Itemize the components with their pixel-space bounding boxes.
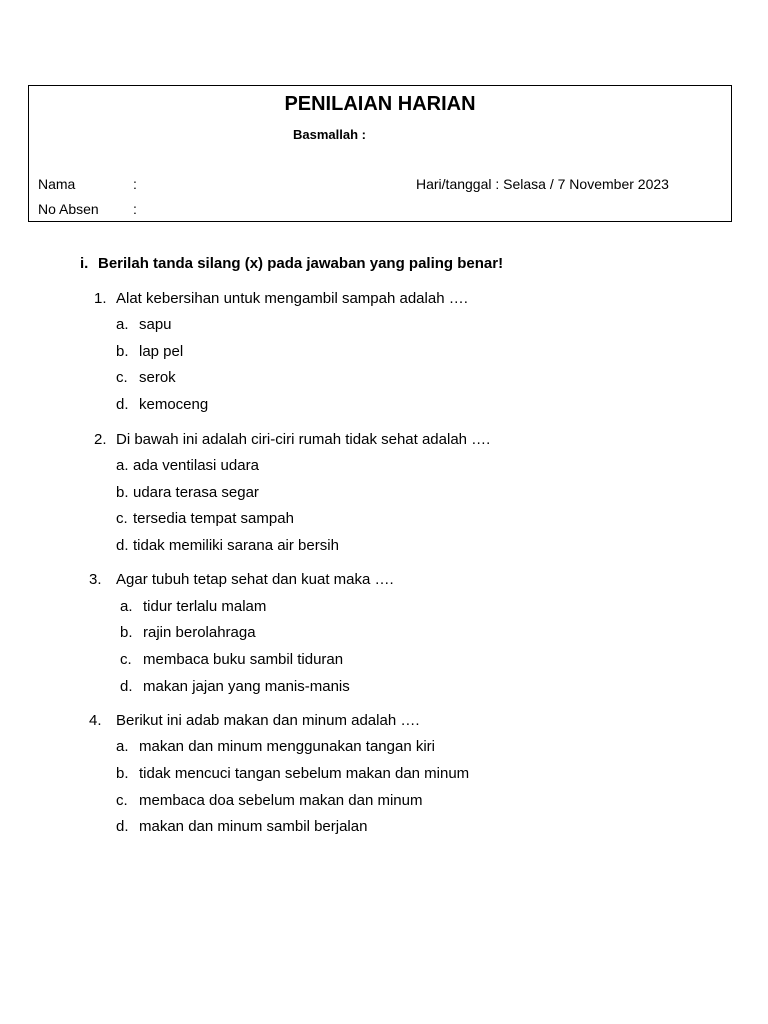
option-letter: a. [116, 738, 129, 755]
option-3c [120, 651, 343, 668]
option-text: tidak memiliki sarana air bersih [133, 537, 339, 554]
option-2c [116, 510, 294, 527]
option-letter: d. [116, 396, 129, 413]
question-text: Agar tubuh tetap sehat dan kuat maka …. [116, 571, 394, 588]
option-letter: c. [116, 369, 128, 386]
hari-tanggal: Hari/tanggal : Selasa / 7 November 2023 [416, 176, 669, 192]
option-text: lap pel [139, 343, 184, 360]
option-4b [116, 765, 469, 782]
question-4 [89, 712, 420, 729]
option-text: ada ventilasi udara [133, 457, 259, 474]
option-letter: d. [116, 818, 129, 835]
option-1b [116, 343, 183, 360]
question-text: Berikut ini adab makan dan minum adalah …. [116, 712, 420, 729]
option-text: makan dan minum menggunakan tangan kiri [139, 738, 436, 755]
question-number: 2. [94, 431, 107, 448]
page-title: PENILAIAN HARIAN [284, 93, 476, 115]
option-letter: a. [116, 457, 129, 474]
question-number: 1. [94, 290, 107, 307]
option-3d [120, 678, 350, 695]
section-number: i. [80, 255, 89, 272]
question-2 [94, 431, 490, 448]
option-letter: b. [116, 765, 129, 782]
option-2a [116, 457, 259, 474]
question-1 [94, 290, 468, 307]
header-box [28, 85, 732, 222]
option-4a [116, 738, 435, 755]
option-1d [116, 396, 208, 413]
nama-colon: : [133, 176, 137, 192]
option-3b [120, 624, 256, 641]
question-text: Alat kebersihan untuk mengambil sampah adalah …. [116, 290, 468, 307]
option-text: membaca doa sebelum makan dan minum [139, 792, 423, 809]
option-text: makan dan minum sambil berjalan [139, 818, 368, 835]
question-3 [89, 571, 394, 588]
question-number: 3. [89, 571, 102, 588]
option-letter: d. [116, 537, 129, 554]
absen-colon: : [133, 201, 137, 217]
option-2b [116, 484, 259, 501]
option-letter: b. [116, 484, 129, 501]
question-number: 4. [89, 712, 102, 729]
option-text: tersedia tempat sampah [133, 510, 294, 527]
option-letter: a. [116, 316, 129, 333]
option-text: makan jajan yang manis-manis [143, 678, 350, 695]
option-text: serok [139, 369, 176, 386]
option-3a [120, 598, 266, 615]
section-instruction [80, 255, 503, 272]
question-text: Di bawah ini adalah ciri-ciri rumah tidak sehat adalah …. [116, 431, 491, 448]
option-1a [116, 316, 172, 333]
option-letter: c. [116, 792, 128, 809]
option-letter: c. [116, 510, 128, 527]
option-letter: b. [120, 624, 133, 641]
absen-label: No Absen [38, 201, 99, 217]
option-text: tidur terlalu malam [143, 598, 267, 615]
option-text: sapu [139, 316, 172, 333]
nama-label: Nama [38, 176, 76, 192]
option-text: kemoceng [139, 396, 209, 413]
option-2d [116, 537, 339, 554]
instruction-text: Berilah tanda silang (x) pada jawaban yang paling benar! [98, 255, 504, 272]
option-4c [116, 792, 422, 809]
option-letter: d. [120, 678, 133, 695]
option-1c [116, 369, 176, 386]
option-letter: c. [120, 651, 132, 668]
option-letter: a. [120, 598, 133, 615]
option-text: udara terasa segar [133, 484, 259, 501]
option-text: rajin berolahraga [143, 624, 256, 641]
option-4d [116, 818, 367, 835]
option-text: tidak mencuci tangan sebelum makan dan minum [139, 765, 470, 782]
option-text: membaca buku sambil tiduran [143, 651, 344, 668]
option-letter: b. [116, 343, 129, 360]
basmallah-label: Basmallah : [293, 127, 366, 142]
